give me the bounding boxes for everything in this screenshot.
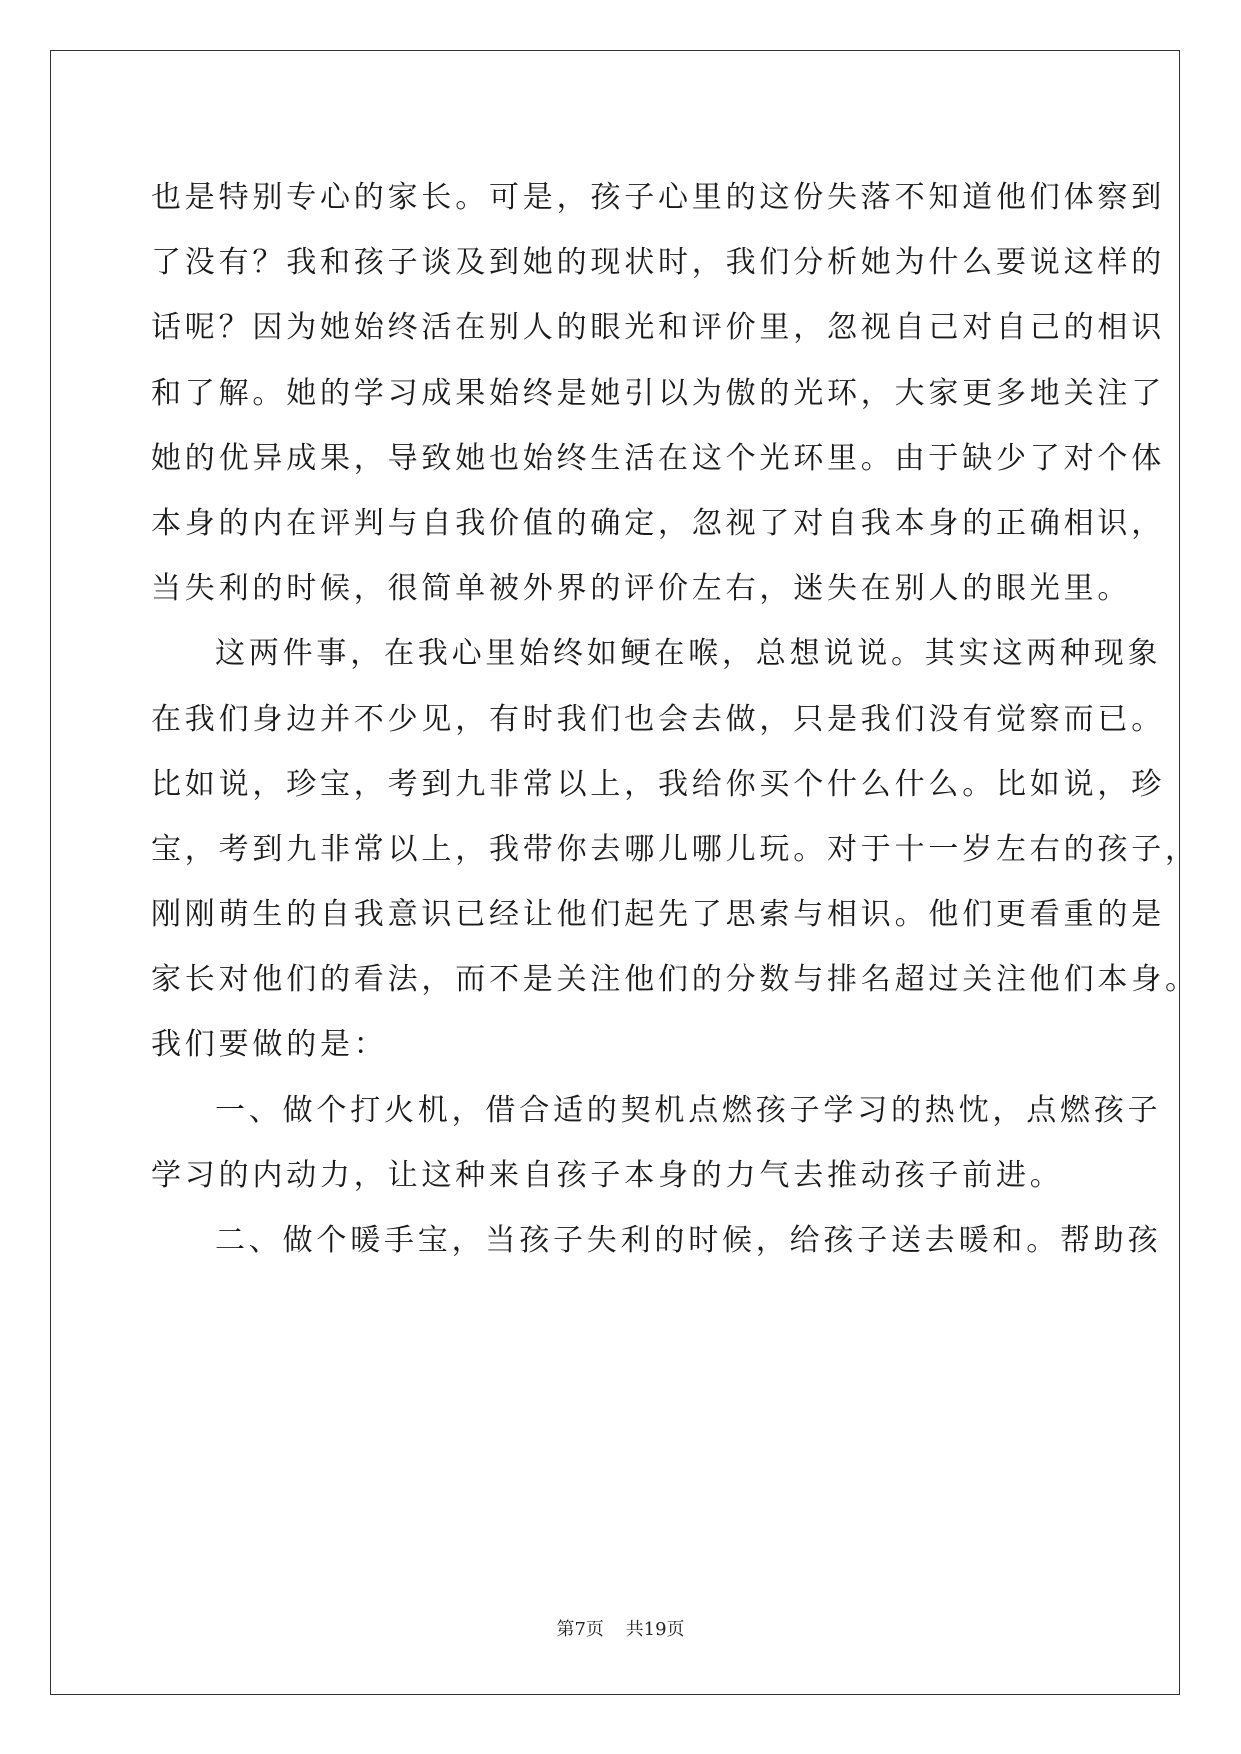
text-line: 本身的内在评判与自我价值的确定，忽视了对自我本身的正确相识，: [151, 505, 1165, 541]
text-line: 话呢？因为她始终活在别人的眼光和评价里，忽视自己对自己的相识: [151, 310, 1165, 346]
text-line: 她的优异成果，导致她也始终生活在这个光环里。由于缺少了对个体: [151, 440, 1165, 476]
paragraph-start-line: 这两件事，在我心里始终如鲠在喉，总想说说。其实这两种现象: [215, 636, 1162, 672]
text-line: 在我们身边并不少见，有时我们也会去做，只是我们没有觉察而已。: [151, 701, 1165, 737]
page-number: 第7页: [556, 1619, 604, 1640]
text-line: 了没有？我和孩子谈及到她的现状时，我们分析她为什么要说这样的: [151, 245, 1165, 281]
text-line: 和了解。她的学习成果始终是她引以为傲的光环，大家更多地关注了: [151, 375, 1165, 411]
text-line: 也是特别专心的家长。可是，孩子心里的这份失落不知道他们体察到: [151, 180, 1165, 215]
list-item-line: 二、做个暖手宝，当孩子失利的时候，给孩子送去暖和。帮助孩: [215, 1223, 1162, 1258]
document-body: [151, 165, 1199, 1273]
page-total: 共19页: [625, 1619, 685, 1640]
text-line: 当失利的时候，很简单被外界的评价左右，迷失在别人的眼光里。: [151, 571, 1132, 607]
text-line: 学习的内动力，让这种来自孩子本身的力气去推动孩子前进。: [151, 1157, 1064, 1193]
text-line: 家长对他们的看法，而不是关注他们的分数与排名超过关注他们本身。: [151, 962, 1199, 998]
text-line: 刚刚萌生的自我意识已经让他们起先了思索与相识。他们更看重的是: [151, 897, 1165, 933]
text-line: 我们要做的是：: [151, 1027, 388, 1063]
text-line: 宝，考到九非常以上，我带你去哪儿哪儿玩。对于十一岁左右的孩子，: [151, 831, 1199, 867]
text-line: 比如说，珍宝，考到九非常以上，我给你买个什么什么。比如说，珍: [151, 766, 1165, 802]
list-item-line: 一、做个打火机，借合适的契机点燃孩子学习的热忱，点燃孩子: [215, 1092, 1162, 1128]
page-footer: [0, 1615, 1241, 1641]
